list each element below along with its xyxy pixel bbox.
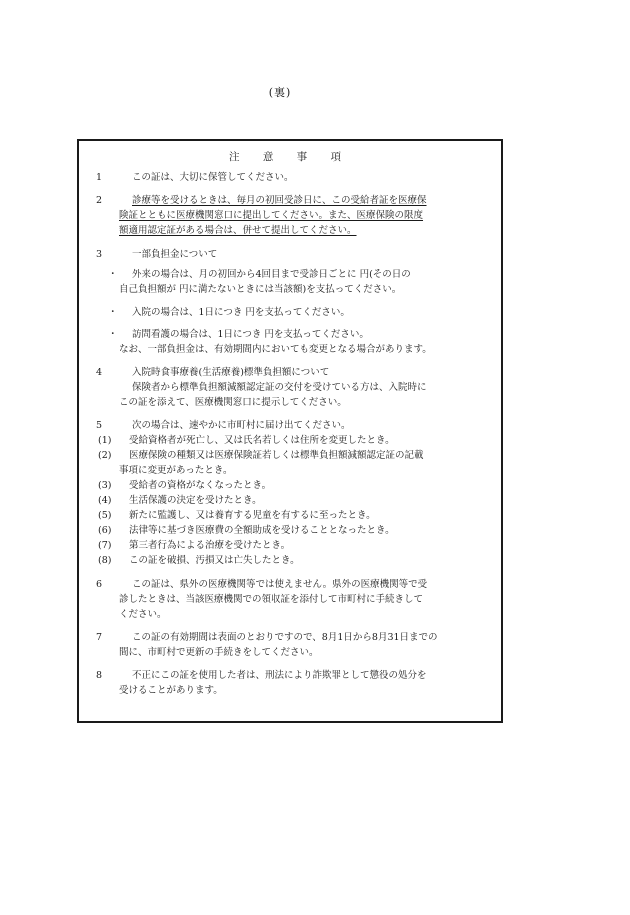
sub-text: この証を破損、汚損又は亡失したとき。 <box>129 555 300 566</box>
sub-text: 法律等に基づき医療費の全額助成を受けることとなったとき。 <box>129 525 395 536</box>
sub-text: 新たに監護し、又は養育する児童を有するに至ったとき。 <box>129 510 376 521</box>
sub-number: (3) <box>98 480 112 491</box>
item4-line: 入院時食事療養(生活療養)標準負担額について <box>132 367 330 378</box>
bullet: ・ <box>108 307 118 318</box>
notice-box <box>77 139 503 723</box>
notice-title: 注 意 事 項 <box>228 151 351 163</box>
item3-heading: 一部負担金について <box>132 249 218 260</box>
item-number: 1 <box>96 172 103 183</box>
item-number: 5 <box>96 420 103 431</box>
item2-line: 険証とともに医療機関窓口に提出してください。また、医療保険の限度 <box>119 210 424 221</box>
item3-inpatient: 入院の場合は、1日につき 円を支払ってください。 <box>132 307 350 318</box>
item3-note: なお、一部負担金は、有効期間内においても変更となる場合があります。 <box>119 344 432 355</box>
item3-nursing: 訪問看護の場合は、1日につき 円を支払ってください。 <box>132 329 369 340</box>
sub-number: (6) <box>98 525 112 536</box>
item-number: 2 <box>96 195 103 206</box>
item8-line: 受けることがあります。 <box>119 685 223 696</box>
item2-line: 診療等を受けるときは、毎月の初回受診日に、この受給者証を医療保 <box>132 195 427 206</box>
item1-text: この証は、大切に保管してください。 <box>132 172 294 183</box>
item5-intro: 次の場合は、速やかに市町村に届け出てください。 <box>132 420 351 431</box>
item-number: 3 <box>96 249 103 260</box>
item3-outpatient-line: 自己負担額が 円に満たないときには当該額)を支払ってください。 <box>119 284 402 295</box>
sub-number: (4) <box>98 495 112 506</box>
sub-text: 受給資格者が死亡し、又は氏名若しくは住所を変更したとき。 <box>129 435 395 446</box>
sub-number: (7) <box>98 540 112 551</box>
sub-number: (5) <box>98 510 112 521</box>
bullet: ・ <box>108 269 118 280</box>
item3-outpatient-line: 外来の場合は、月の初回から4回目まで受診日ごとに 円(その日の <box>132 269 411 280</box>
sub-text: 生活保護の決定を受けたとき。 <box>129 495 262 506</box>
item4-line: 保険者から標準負担額減額認定証の交付を受けている方は、入院時に <box>132 382 427 393</box>
item-number: 8 <box>96 670 103 681</box>
item-number: 4 <box>96 367 103 378</box>
item-number: 7 <box>96 632 103 643</box>
sub-text-cont: 事項に変更があったとき。 <box>119 465 233 476</box>
item6-line: 診したときは、当該医療機関での領収証を添付して市町村に手続きして <box>119 594 424 605</box>
sub-text: 医療保険の種類又は医療保険証若しくは標準負担額減額認定証の記載 <box>129 450 424 461</box>
item6-line: この証は、県外の医療機関等では使えません。県外の医療機関等で受 <box>132 579 428 590</box>
item2-line: 額適用認定証がある場合は、併せて提出してください。 <box>119 225 357 236</box>
bullet: ・ <box>108 329 118 340</box>
sub-number: (2) <box>98 450 112 461</box>
item8-line: 不正にこの証を使用した者は、刑法により詐欺罪として懲役の処分を <box>132 670 427 681</box>
sub-text: 受給者の資格がなくなったとき。 <box>129 480 272 491</box>
item7-line: この証の有効期間は表面のとおりですので、8月1日から8月31日までの <box>132 632 438 643</box>
item-number: 6 <box>96 579 103 590</box>
item4-line: この証を添えて、医療機関窓口に提示してください。 <box>119 397 347 408</box>
sub-number: (8) <box>98 555 112 566</box>
sub-text: 第三者行為による治療を受けたとき。 <box>129 540 291 551</box>
page-side-label: (裏) <box>268 86 292 99</box>
item6-line: ください。 <box>119 609 167 620</box>
sub-number: (1) <box>98 435 112 446</box>
item7-line: 間に、市町村で更新の手続きをしてください。 <box>119 647 319 658</box>
